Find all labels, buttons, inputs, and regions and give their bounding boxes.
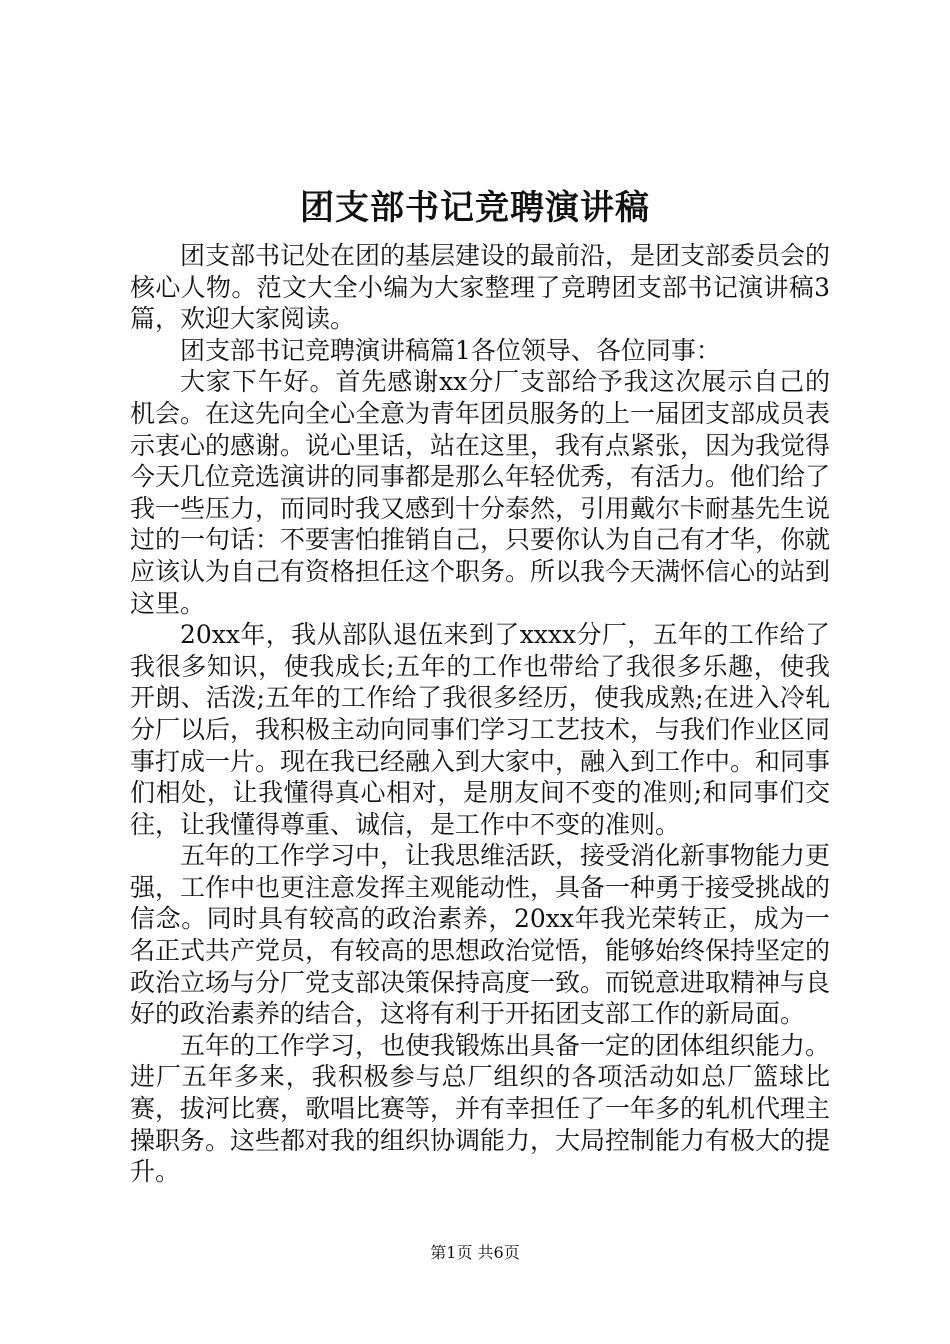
page-footer: 第1页 共6页 bbox=[430, 1243, 520, 1262]
paragraph-intro: 团支部书记处在团的基层建设的最前沿，是团支部委员会的核心人物。范文大全小编为大家整理了竞聘团支部书记演讲稿3篇，欢迎大家阅读。 bbox=[130, 241, 831, 334]
paragraph-organization: 五年的工作学习，也使我锻炼出具备一定的团体组织能力。进厂五年多来，我积极参与总厂组织的各项活动如总厂篮球比赛，拔河比赛，歌唱比赛等，并有幸担任了一年多的轧机代理主操职务。这些都对我的组织协调能力，大局控制能力有极大的提升。 bbox=[130, 1030, 831, 1187]
document-title: 团支部书记竞聘演讲稿 bbox=[300, 188, 650, 228]
document-body bbox=[130, 240, 830, 1188]
paragraph-greeting: 大家下午好。首先感谢xx分厂支部给予我这次展示自己的机会。在这先向全心全意为青年团员服务的上一届团支部成员表示衷心的感谢。说心里话，站在这里，我有点紧张，因为我觉得今天几位竞选演讲的同事都是那么年轻优秀，有活力。他们给了我一些压力，而同时我又感到十分泰然，引用戴尔卡耐基先生说过的一句话：不要害怕推销自己，只要你认为自己有才华，你就应该认为自己有资格担任这个职务。所以我今天满怀信心的站到这里。 bbox=[130, 367, 831, 618]
paragraph-heading-1: 团支部书记竞聘演讲稿篇1各位领导、各位同事： bbox=[180, 335, 721, 365]
paragraph-experience: 20xx年，我从部队退伍来到了xxxx分厂，五年的工作给了我很多知识，使我成长;五年的工作也带给了我很多乐趣，使我开朗、活泼;五年的工作给了我很多经历，使我成熟;在进入冷轧分厂以后，我积极主动向同事们学习工艺技术，与我们作业区同事打成一片。现在我已经融入到大家中，融入到工作中。和同事们相处，让我懂得真心相对，是朋友间不变的准则;和同事们交往，让我懂得尊重、诚信，是工作中不变的准则。 bbox=[130, 620, 831, 839]
paragraph-political: 五年的工作学习中，让我思维活跃，接受消化新事物能力更强，工作中也更注意发挥主观能动性，具备一种勇于接受挑战的信念。同时具有较高的政治素养，20xx年我光荣转正，成为一名正式共产党员，有较高的思想政治觉悟，能够始终保持坚定的政治立场与分厂党支部决策保持高度一致。而锐意进取精神与良好的政治素养的结合，这将有利于开拓团支部工作的新局面。 bbox=[130, 841, 831, 1029]
